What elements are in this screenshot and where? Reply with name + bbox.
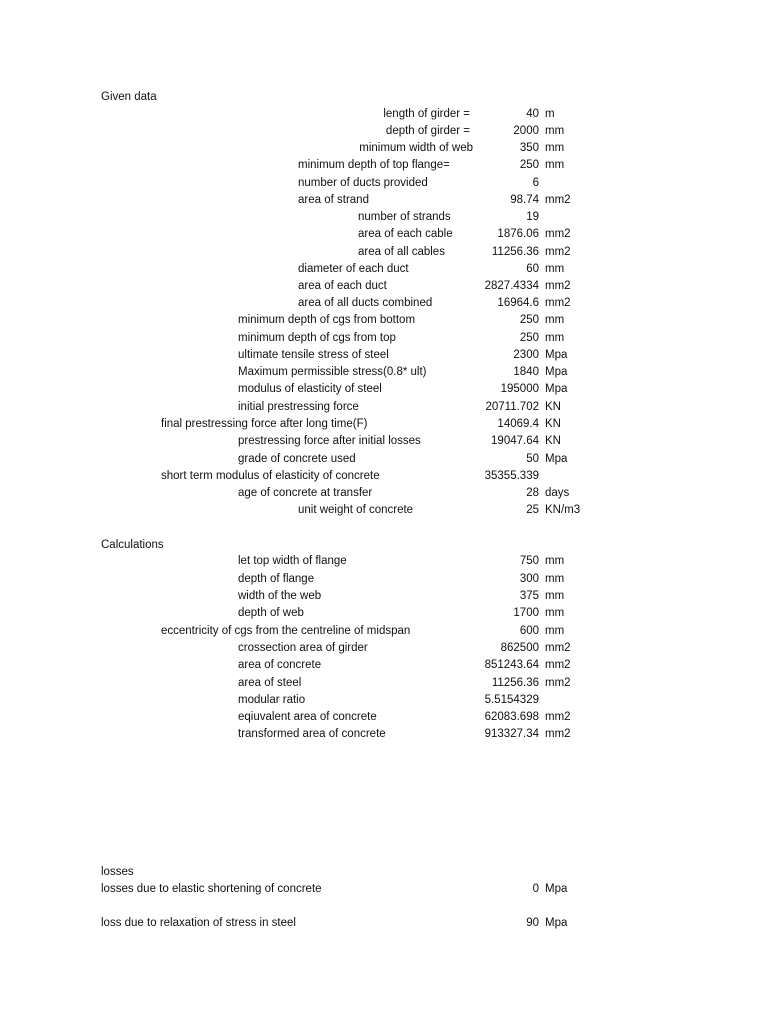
row-unit: Mpa xyxy=(545,349,568,361)
row-value: 62083.698 xyxy=(484,711,539,723)
row-unit: mm2 xyxy=(545,711,571,723)
row-value: 600 xyxy=(519,625,539,637)
row-label: modulus of elasticity of steel xyxy=(238,383,382,395)
row-label: loss due to relaxation of stress in steel xyxy=(101,917,296,929)
row-unit: mm2 xyxy=(545,659,571,671)
row-label: initial prestressing force xyxy=(238,401,359,413)
row-value: 90 xyxy=(526,917,539,929)
row-value: 50 xyxy=(526,453,539,465)
row-label: unit weight of concrete xyxy=(298,504,414,516)
row-label: minimum depth of top flange= xyxy=(298,159,450,171)
row-unit: mm xyxy=(545,159,565,171)
row-value: 5.5154329 xyxy=(484,694,539,706)
row-unit: days xyxy=(545,487,570,499)
section-header-losses: losses xyxy=(101,866,134,878)
row-value: 300 xyxy=(519,573,539,585)
row-label: losses due to elastic shortening of concrete xyxy=(101,883,322,895)
row-label: let top width of flange xyxy=(238,555,347,567)
row-label: depth of web xyxy=(238,607,304,619)
row-unit: Mpa xyxy=(545,917,568,929)
row-unit: mm2 xyxy=(545,642,571,654)
row-unit: mm xyxy=(545,607,565,619)
row-value: 750 xyxy=(519,555,539,567)
row-label: minimum depth of cgs from bottom xyxy=(238,314,416,326)
row-unit: mm2 xyxy=(545,194,571,206)
row-value: 195000 xyxy=(500,383,539,395)
row-unit: mm2 xyxy=(545,228,571,240)
row-label: area of each duct xyxy=(298,280,387,292)
row-label: area of strand xyxy=(298,194,369,206)
section-header-calculations: Calculations xyxy=(101,539,164,551)
row-value: 862500 xyxy=(500,642,539,654)
row-value: 2827.4334 xyxy=(484,280,539,292)
row-unit: Mpa xyxy=(545,453,568,465)
row-unit: mm xyxy=(545,625,565,637)
row-value: 913327.34 xyxy=(484,728,539,740)
row-unit: mm xyxy=(545,263,565,275)
row-label: area of all cables xyxy=(358,246,445,258)
row-label: minimum width of web xyxy=(359,142,473,154)
row-unit: mm2 xyxy=(545,280,571,292)
row-label: final prestressing force after long time(F) xyxy=(161,418,368,430)
row-label: area of steel xyxy=(238,677,302,689)
row-unit: mm xyxy=(545,555,565,567)
row-value: 25 xyxy=(526,504,539,516)
row-label: depth of girder = xyxy=(385,125,470,137)
row-label: length of girder = xyxy=(383,108,470,120)
row-unit: mm xyxy=(545,573,565,585)
row-value: 250 xyxy=(519,332,539,344)
row-label: area of all ducts combined xyxy=(298,297,433,309)
row-value: 2300 xyxy=(513,349,539,361)
row-label: number of strands xyxy=(358,211,451,223)
row-label: diameter of each duct xyxy=(298,263,409,275)
section-header-given: Given data xyxy=(101,91,157,103)
row-label: short term modulus of elasticity of concrete xyxy=(161,470,380,482)
row-unit: mm2 xyxy=(545,677,571,689)
row-unit: mm2 xyxy=(545,297,571,309)
row-label: Maximum permissible stress(0.8* ult) xyxy=(238,366,427,378)
row-value: 98.74 xyxy=(510,194,539,206)
row-label: eqiuvalent area of concrete xyxy=(238,711,377,723)
row-label: grade of concrete used xyxy=(238,453,356,465)
row-value: 350 xyxy=(519,142,539,154)
row-label: ultimate tensile stress of steel xyxy=(238,349,389,361)
row-unit: Mpa xyxy=(545,883,568,895)
row-value: 2000 xyxy=(513,125,539,137)
row-value: 6 xyxy=(532,177,539,189)
row-label: area of concrete xyxy=(238,659,322,671)
row-unit: mm xyxy=(545,590,565,602)
row-unit: KN xyxy=(545,401,561,413)
row-label: prestressing force after initial losses xyxy=(238,435,421,447)
row-unit: mm2 xyxy=(545,246,571,258)
row-unit: Mpa xyxy=(545,383,568,395)
row-value: 1840 xyxy=(513,366,539,378)
row-value: 20711.702 xyxy=(485,401,539,413)
row-label: number of ducts provided xyxy=(298,177,428,189)
row-value: 14069.4 xyxy=(497,418,539,430)
row-label: modular ratio xyxy=(238,694,306,706)
row-label: width of the web xyxy=(238,590,322,602)
row-value: 250 xyxy=(519,159,539,171)
row-value: 1876.06 xyxy=(497,228,539,240)
row-unit: KN xyxy=(545,418,561,430)
row-value: 1700 xyxy=(513,607,539,619)
row-value: 19047.64 xyxy=(491,435,539,447)
row-value: 19 xyxy=(526,211,539,223)
row-unit: KN xyxy=(545,435,561,447)
row-label: minimum depth of cgs from top xyxy=(238,332,396,344)
row-label: crossection area of girder xyxy=(238,642,368,654)
row-value: 60 xyxy=(526,263,539,275)
row-unit: mm2 xyxy=(545,728,571,740)
row-unit: mm xyxy=(545,142,565,154)
row-label: area of each cable xyxy=(358,228,453,240)
row-label: eccentricity of cgs from the centreline of midspan xyxy=(161,625,411,637)
row-value: 40 xyxy=(526,108,539,120)
row-unit: mm xyxy=(545,125,565,137)
row-value: 375 xyxy=(519,590,539,602)
row-unit: mm xyxy=(545,314,565,326)
row-value: 851243.64 xyxy=(484,659,539,671)
row-unit: KN/m3 xyxy=(545,504,581,516)
row-unit: Mpa xyxy=(545,366,568,378)
row-label: transformed area of concrete xyxy=(238,728,386,740)
row-value: 250 xyxy=(519,314,539,326)
row-unit: mm xyxy=(545,332,565,344)
row-value: 0 xyxy=(532,883,539,895)
row-value: 11256.36 xyxy=(491,677,539,689)
row-value: 11256.36 xyxy=(491,246,539,258)
row-value: 16964.6 xyxy=(497,297,539,309)
row-unit: m xyxy=(545,108,555,120)
row-label: age of concrete at transfer xyxy=(238,487,373,499)
row-value: 35355.339 xyxy=(484,470,539,482)
row-value: 28 xyxy=(526,487,539,499)
row-label: depth of flange xyxy=(238,573,315,585)
